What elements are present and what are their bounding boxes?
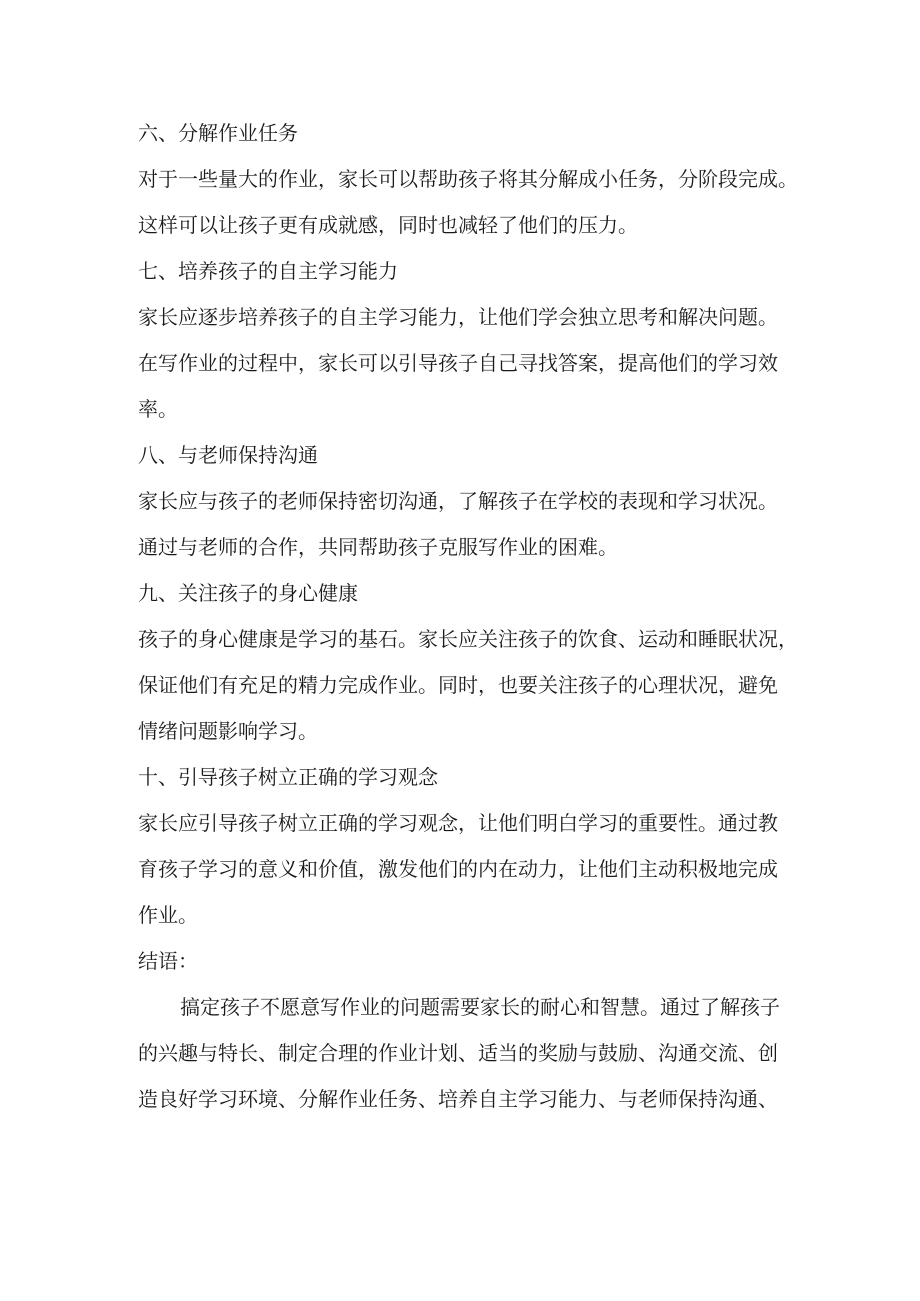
- paragraph-line: 家长应逐步培养孩子的自主学习能力，让他们学会独立思考和解决问题。: [138, 305, 778, 329]
- document-body: [138, 110, 798, 1122]
- section-6: [138, 110, 798, 248]
- paragraph-line: 率。: [138, 397, 178, 421]
- section-10: [138, 754, 798, 938]
- paragraph-line: 对于一些量大的作业，家长可以帮助孩子将其分解成小任务，分阶段完成。: [138, 167, 798, 191]
- paragraph-line: 育孩子学习的意义和价值，激发他们的内在动力，让他们主动积极地完成: [138, 857, 778, 881]
- paragraph-line: 情绪问题影响学习。: [138, 719, 318, 743]
- section-heading: 九、关注孩子的身心健康: [138, 581, 358, 605]
- paragraph-line: 在写作业的过程中，家长可以引导孩子自己寻找答案，提高他们的学习效: [138, 351, 778, 375]
- section-heading: 七、培养孩子的自主学习能力: [138, 259, 398, 283]
- paragraph-line: 造良好学习环境、分解作业任务、培养自主学习能力、与老师保持沟通、: [138, 1087, 778, 1111]
- paragraph-line: 作业。: [138, 903, 198, 927]
- section-heading: 十、引导孩子树立正确的学习观念: [138, 765, 438, 789]
- paragraph-line: 的兴趣与特长、制定合理的作业计划、适当的奖励与鼓励、沟通交流、创: [138, 1041, 778, 1065]
- section-heading: 八、与老师保持沟通: [138, 443, 318, 467]
- paragraph-line: 家长应与孩子的老师保持密切沟通，了解孩子在学校的表现和学习状况。: [138, 489, 778, 513]
- paragraph-line: 这样可以让孩子更有成就感，同时也减轻了他们的压力。: [138, 213, 638, 237]
- section-8: [138, 432, 798, 570]
- paragraph-line: 家长应引导孩子树立正确的学习观念，让他们明白学习的重要性。通过教: [138, 811, 778, 835]
- paragraph-line: 保证他们有充足的精力完成作业。同时，也要关注孩子的心理状况，避免: [138, 673, 778, 697]
- paragraph-line: 通过与老师的合作，共同帮助孩子克服写作业的困难。: [138, 535, 618, 559]
- section-7: [138, 248, 798, 432]
- conclusion-heading: 结语：: [138, 949, 198, 973]
- paragraph-line: 搞定孩子不愿意写作业的问题需要家长的耐心和智慧。通过了解孩子: [180, 995, 780, 1019]
- conclusion: [138, 938, 798, 1122]
- section-9: [138, 570, 798, 754]
- section-heading: 六、分解作业任务: [138, 121, 298, 145]
- paragraph-line: 孩子的身心健康是学习的基石。家长应关注孩子的饮食、运动和睡眠状况，: [138, 627, 798, 651]
